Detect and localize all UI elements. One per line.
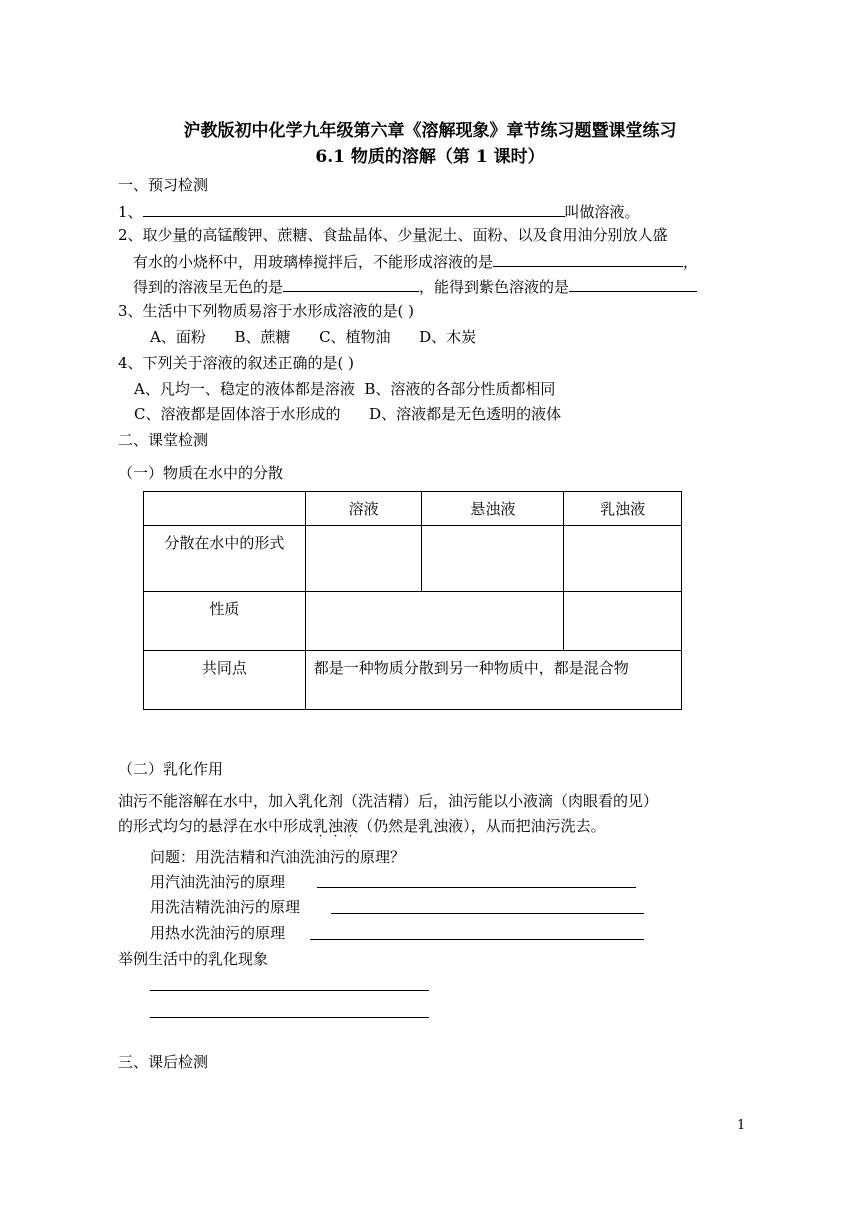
para2-text-b: （仍然是乳浊液），从而把油污洗去。 [358,817,606,835]
answer-cell[interactable] [564,526,682,592]
document-title: 沪教版初中化学九年级第六章《溶解现象》章节练习题暨课堂练习 [183,121,677,141]
section-after-class-heading: 三、课后检测 [118,1053,209,1071]
gasoline-principle-label: 用汽油洗油污的原理 [150,873,290,891]
table-row [144,526,682,592]
question-3: 3、生活中下列物质易溶于水形成溶液的是( ) [118,302,415,320]
question-2-line-1: 2、取少量的高锰酸钾、蔗糖、食盐晶体、少量泥土、面粉、以及食用油分别放人盛 [118,226,668,244]
table-header-row [144,492,682,526]
examples-prompt: 举例生活中的乳化现象 [118,950,269,968]
answer-line[interactable] [317,887,636,888]
answer-line[interactable] [331,913,644,914]
question-2-line-2 [133,250,698,272]
q1-prefix: 1、 [118,203,143,221]
row-label: 性质 [144,592,306,651]
answer-cell[interactable] [422,526,564,592]
answer-line[interactable] [150,990,429,991]
table-header-cell: 悬浊液 [422,492,564,526]
dispersion-table [143,491,682,710]
answer-cell[interactable] [564,592,682,651]
table-header-cell [144,492,306,526]
para2-text-a: 的形式均匀的悬浮在水中形成 [118,817,314,835]
question-4: 4、下列关于溶液的叙述正确的是( ) [118,354,355,372]
subsection-dispersion-heading: （一）物质在水中的分散 [118,464,284,482]
table-header-cell: 溶液 [305,492,422,526]
emphasis-char: 液 [343,817,359,835]
answer-line[interactable] [310,939,644,940]
question-1 [118,200,640,222]
q2-line3-text-b: ，能得到紫色溶液的是 [419,278,570,296]
answer-cell[interactable] [305,592,564,651]
emulsification-paragraph-line-1: 油污不能溶解在水中，加入乳化剂（洗洁精）后，油污能以小液滴（肉眼看的见） [118,792,659,810]
question-3-options: A、面粉 B、蔗糖 C、植物油 D、木炭 [150,328,477,346]
table-row [144,592,682,651]
q1-suffix: 叫做溶液。 [564,203,640,221]
detergent-principle-label: 用洗洁精洗油污的原理 [150,898,305,916]
answer-line[interactable] [150,1017,429,1018]
emphasis-char: 浊 [328,817,344,835]
q2-line3-text-a: 得到的溶液呈无色的是 [133,278,284,296]
question-2-line-3 [133,275,697,297]
section-preview-heading: 一、预习检测 [118,176,209,194]
answer-blank[interactable] [569,275,697,292]
table-header-cell: 乳浊液 [564,492,682,526]
subsection-emulsification-heading: （二）乳化作用 [118,760,224,778]
table-row [144,651,682,710]
answer-cell[interactable] [305,526,422,592]
answer-blank[interactable] [143,200,565,217]
lesson-subtitle: 6.1 物质的溶解（第 1 课时） [315,147,545,167]
hot-water-principle-label: 用热水洗油污的原理 [150,924,286,942]
question-4-options-ab: A、凡均一、稳定的液体都是溶液 B、溶液的各部分性质都相同 [134,380,556,398]
question-text: 问题：用洗洁精和汽油洗油污的原理？ [150,848,406,866]
row-label: 共同点 [144,651,306,710]
section-class-heading: 二、课堂检测 [118,431,209,449]
q2-line2-end: ， [683,253,699,271]
row-label: 分散在水中的形式 [144,526,306,592]
emulsification-paragraph-line-2 [118,816,606,836]
page-number: 1 [737,1118,746,1133]
common-point-text: 都是一种物质分散到另一种物质中，都是混合物 [305,651,681,710]
q2-line2-text: 有水的小烧杯中，用玻璃棒搅拌后，不能形成溶液的是 [133,253,494,271]
answer-blank[interactable] [283,275,419,292]
answer-blank[interactable] [493,250,683,267]
emphasis-char: 乳 [313,817,329,835]
question-4-options-cd: C、溶液都是固体溶于水形成的 D、溶液都是无色透明的液体 [134,405,562,423]
